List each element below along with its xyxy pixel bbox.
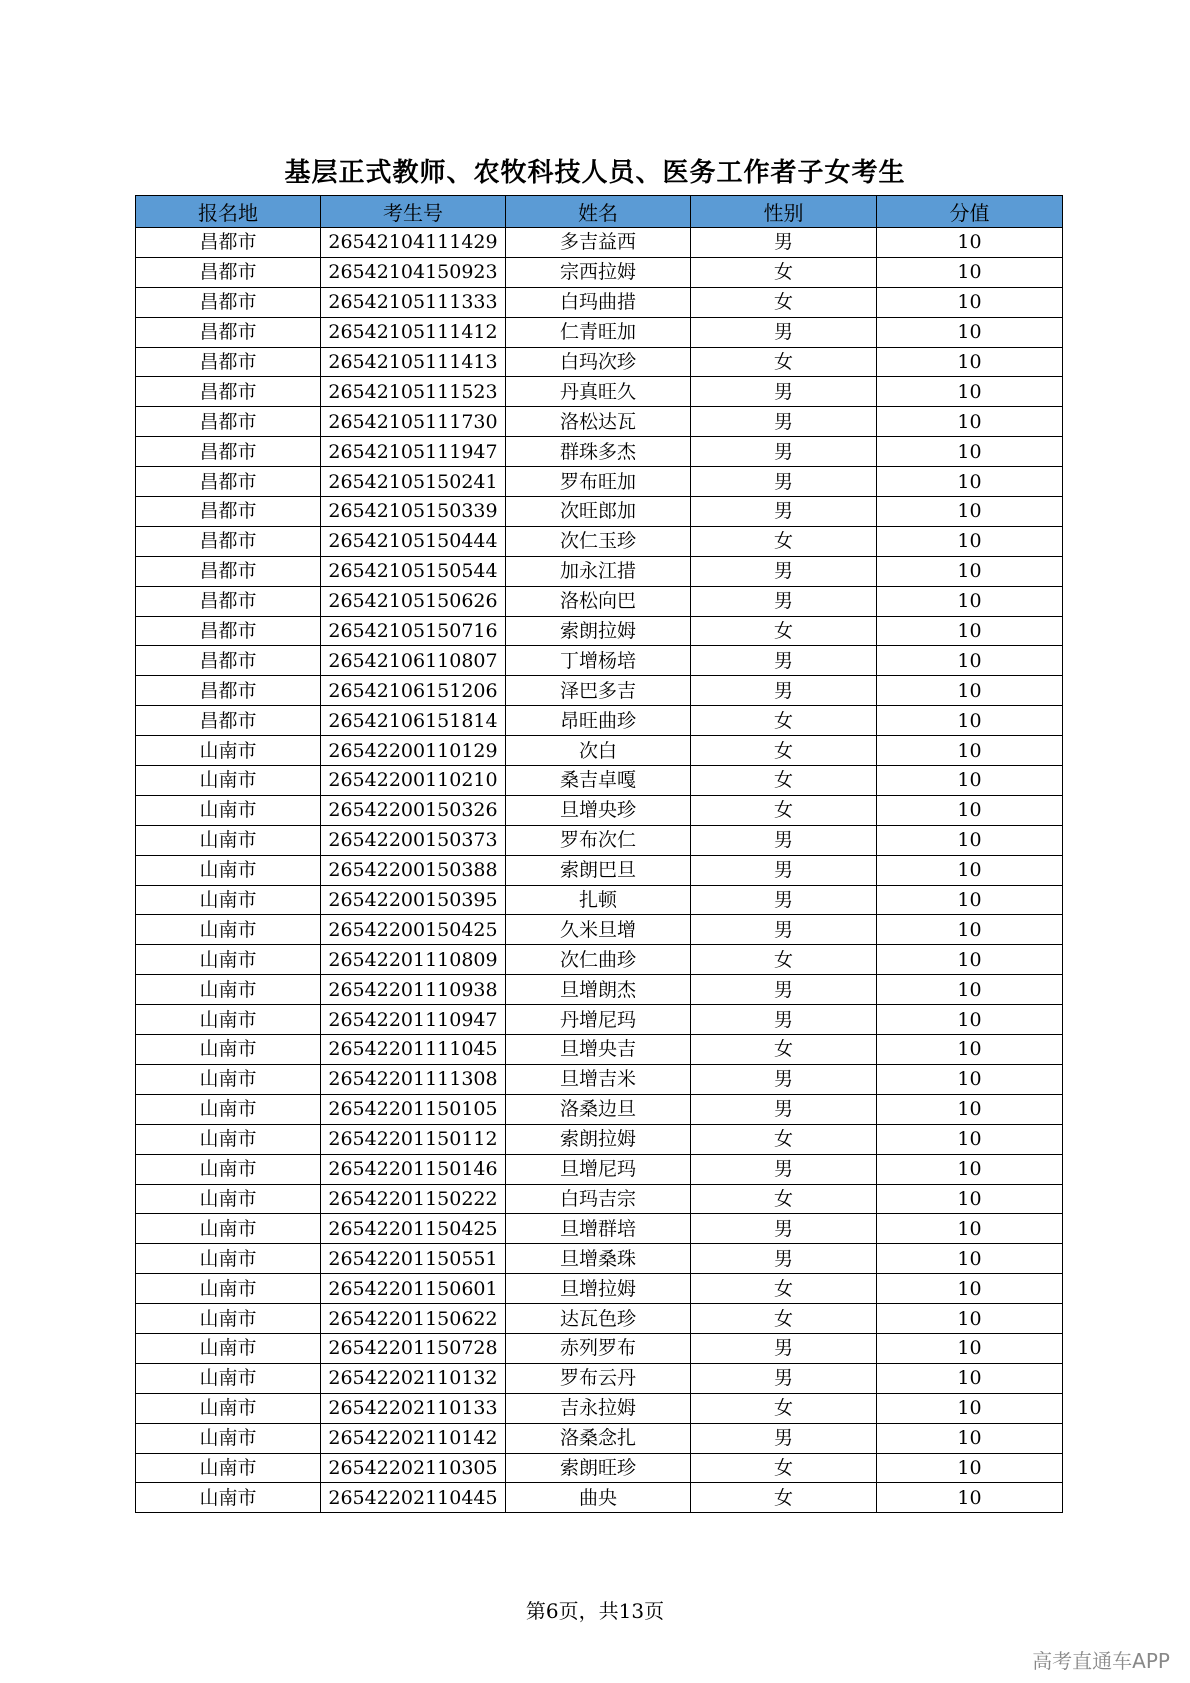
cell-gender: 男 xyxy=(691,407,877,437)
cell-gender: 女 xyxy=(691,1184,877,1214)
cell-region: 山南市 xyxy=(136,766,321,796)
cell-score: 10 xyxy=(877,497,1063,527)
cell-name: 曲央 xyxy=(506,1483,691,1513)
table-row xyxy=(136,885,1063,915)
cell-name: 洛松向巴 xyxy=(506,586,691,616)
table-row xyxy=(136,1094,1063,1124)
cell-name: 洛桑念扎 xyxy=(506,1423,691,1453)
cell-exam-number: 26542104150923 xyxy=(321,257,506,287)
cell-region: 山南市 xyxy=(136,1304,321,1334)
table-row xyxy=(136,616,1063,646)
cell-gender: 男 xyxy=(691,437,877,467)
table-row xyxy=(136,1005,1063,1035)
cell-exam-number: 26542105150444 xyxy=(321,526,506,556)
table-row xyxy=(136,257,1063,287)
cell-score: 10 xyxy=(877,257,1063,287)
cell-region: 昌都市 xyxy=(136,706,321,736)
cell-region: 山南市 xyxy=(136,1244,321,1274)
cell-exam-number: 26542201150601 xyxy=(321,1274,506,1304)
cell-exam-number: 26542201110938 xyxy=(321,975,506,1005)
cell-region: 山南市 xyxy=(136,736,321,766)
table-row xyxy=(136,915,1063,945)
cell-gender: 男 xyxy=(691,1244,877,1274)
cell-gender: 男 xyxy=(691,1423,877,1453)
cell-score: 10 xyxy=(877,228,1063,258)
cell-region: 昌都市 xyxy=(136,377,321,407)
cell-name: 旦增群培 xyxy=(506,1214,691,1244)
cell-exam-number: 26542105111412 xyxy=(321,317,506,347)
cell-exam-number: 26542105150626 xyxy=(321,586,506,616)
cell-name: 桑吉卓嘎 xyxy=(506,766,691,796)
cell-gender: 女 xyxy=(691,766,877,796)
cell-exam-number: 26542201150551 xyxy=(321,1244,506,1274)
cell-score: 10 xyxy=(877,975,1063,1005)
cell-gender: 女 xyxy=(691,1274,877,1304)
cell-gender: 男 xyxy=(691,1214,877,1244)
column-header-gender: 性别 xyxy=(691,196,877,228)
cell-score: 10 xyxy=(877,1184,1063,1214)
cell-score: 10 xyxy=(877,1393,1063,1423)
cell-exam-number: 26542201150222 xyxy=(321,1184,506,1214)
cell-gender: 男 xyxy=(691,646,877,676)
cell-score: 10 xyxy=(877,317,1063,347)
table-row xyxy=(136,1333,1063,1363)
cell-exam-number: 26542104111429 xyxy=(321,228,506,258)
column-header-name: 姓名 xyxy=(506,196,691,228)
table-row xyxy=(136,1124,1063,1154)
cell-gender: 男 xyxy=(691,1333,877,1363)
cell-exam-number: 26542106151206 xyxy=(321,676,506,706)
cell-name: 旦增央珍 xyxy=(506,795,691,825)
cell-gender: 男 xyxy=(691,377,877,407)
cell-name: 泽巴多吉 xyxy=(506,676,691,706)
cell-exam-number: 26542202110133 xyxy=(321,1393,506,1423)
cell-exam-number: 26542202110132 xyxy=(321,1363,506,1393)
cell-score: 10 xyxy=(877,1214,1063,1244)
cell-exam-number: 26542201110947 xyxy=(321,1005,506,1035)
cell-exam-number: 26542200150326 xyxy=(321,795,506,825)
cell-exam-number: 26542105150339 xyxy=(321,497,506,527)
cell-score: 10 xyxy=(877,1274,1063,1304)
cell-score: 10 xyxy=(877,287,1063,317)
cell-exam-number: 26542105150544 xyxy=(321,556,506,586)
cell-name: 丁增杨培 xyxy=(506,646,691,676)
cell-gender: 男 xyxy=(691,855,877,885)
cell-name: 次仁玉珍 xyxy=(506,526,691,556)
cell-region: 昌都市 xyxy=(136,676,321,706)
cell-region: 山南市 xyxy=(136,975,321,1005)
cell-name: 丹真旺久 xyxy=(506,377,691,407)
cell-score: 10 xyxy=(877,1453,1063,1483)
cell-exam-number: 26542105111413 xyxy=(321,347,506,377)
cell-region: 山南市 xyxy=(136,1124,321,1154)
cell-score: 10 xyxy=(877,1005,1063,1035)
cell-name: 索朗拉姆 xyxy=(506,616,691,646)
cell-region: 昌都市 xyxy=(136,287,321,317)
cell-gender: 男 xyxy=(691,586,877,616)
cell-region: 山南市 xyxy=(136,885,321,915)
cell-region: 山南市 xyxy=(136,1214,321,1244)
table-row xyxy=(136,228,1063,258)
table-row xyxy=(136,1483,1063,1513)
cell-name: 赤列罗布 xyxy=(506,1333,691,1363)
cell-exam-number: 26542201150112 xyxy=(321,1124,506,1154)
cell-region: 山南市 xyxy=(136,1184,321,1214)
cell-gender: 女 xyxy=(691,616,877,646)
cell-gender: 男 xyxy=(691,1154,877,1184)
cell-name: 索朗旺珍 xyxy=(506,1453,691,1483)
cell-gender: 男 xyxy=(691,317,877,347)
cell-region: 山南市 xyxy=(136,1154,321,1184)
table-row xyxy=(136,855,1063,885)
table-row xyxy=(136,437,1063,467)
cell-name: 旦增吉米 xyxy=(506,1064,691,1094)
page-number: 第6页，共13页 xyxy=(525,1599,665,1623)
cell-region: 昌都市 xyxy=(136,497,321,527)
cell-region: 昌都市 xyxy=(136,616,321,646)
table-row xyxy=(136,1274,1063,1304)
cell-gender: 男 xyxy=(691,1064,877,1094)
cell-region: 山南市 xyxy=(136,1453,321,1483)
watermark: 高考直通车APP xyxy=(1032,1649,1170,1673)
cell-gender: 女 xyxy=(691,1304,877,1334)
cell-score: 10 xyxy=(877,556,1063,586)
cell-gender: 男 xyxy=(691,1005,877,1035)
column-header-exam-number: 考生号 xyxy=(321,196,506,228)
cell-name: 次旺郎加 xyxy=(506,497,691,527)
cell-name: 昂旺曲珍 xyxy=(506,706,691,736)
cell-exam-number: 26542201150105 xyxy=(321,1094,506,1124)
cell-score: 10 xyxy=(877,855,1063,885)
cell-exam-number: 26542106110807 xyxy=(321,646,506,676)
cell-gender: 女 xyxy=(691,1124,877,1154)
cell-score: 10 xyxy=(877,1064,1063,1094)
cell-region: 昌都市 xyxy=(136,556,321,586)
cell-exam-number: 26542105111333 xyxy=(321,287,506,317)
cell-gender: 女 xyxy=(691,1393,877,1423)
cell-score: 10 xyxy=(877,616,1063,646)
table-row xyxy=(136,945,1063,975)
column-header-region: 报名地 xyxy=(136,196,321,228)
cell-score: 10 xyxy=(877,347,1063,377)
table-row xyxy=(136,766,1063,796)
cell-name: 达瓦色珍 xyxy=(506,1304,691,1334)
cell-region: 山南市 xyxy=(136,795,321,825)
cell-gender: 女 xyxy=(691,1483,877,1513)
table-row xyxy=(136,1214,1063,1244)
cell-gender: 男 xyxy=(691,497,877,527)
table-row xyxy=(136,407,1063,437)
cell-gender: 男 xyxy=(691,467,877,497)
cell-score: 10 xyxy=(877,467,1063,497)
cell-name: 群珠多杰 xyxy=(506,437,691,467)
cell-region: 山南市 xyxy=(136,855,321,885)
cell-score: 10 xyxy=(877,1244,1063,1274)
cell-name: 白玛曲措 xyxy=(506,287,691,317)
table-row xyxy=(136,526,1063,556)
cell-gender: 男 xyxy=(691,825,877,855)
table-row xyxy=(136,975,1063,1005)
cell-gender: 男 xyxy=(691,885,877,915)
cell-gender: 男 xyxy=(691,676,877,706)
cell-exam-number: 26542201150728 xyxy=(321,1333,506,1363)
cell-gender: 女 xyxy=(691,1035,877,1065)
cell-region: 山南市 xyxy=(136,1094,321,1124)
cell-exam-number: 26542202110142 xyxy=(321,1423,506,1453)
table-row xyxy=(136,1393,1063,1423)
column-header-score: 分值 xyxy=(877,196,1063,228)
cell-gender: 男 xyxy=(691,228,877,258)
cell-region: 昌都市 xyxy=(136,646,321,676)
cell-gender: 女 xyxy=(691,1453,877,1483)
cell-region: 山南市 xyxy=(136,945,321,975)
cell-gender: 女 xyxy=(691,257,877,287)
cell-name: 罗布旺加 xyxy=(506,467,691,497)
cell-exam-number: 26542202110305 xyxy=(321,1453,506,1483)
cell-score: 10 xyxy=(877,407,1063,437)
cell-region: 山南市 xyxy=(136,1064,321,1094)
table-row xyxy=(136,467,1063,497)
cell-name: 多吉益西 xyxy=(506,228,691,258)
table-row xyxy=(136,676,1063,706)
cell-region: 山南市 xyxy=(136,825,321,855)
cell-region: 昌都市 xyxy=(136,467,321,497)
cell-name: 白玛吉宗 xyxy=(506,1184,691,1214)
cell-region: 昌都市 xyxy=(136,586,321,616)
cell-name: 索朗拉姆 xyxy=(506,1124,691,1154)
cell-score: 10 xyxy=(877,1124,1063,1154)
cell-region: 昌都市 xyxy=(136,437,321,467)
cell-gender: 男 xyxy=(691,1363,877,1393)
table-row xyxy=(136,736,1063,766)
cell-exam-number: 26542105111523 xyxy=(321,377,506,407)
table-row xyxy=(136,795,1063,825)
cell-exam-number: 26542200150425 xyxy=(321,915,506,945)
cell-score: 10 xyxy=(877,766,1063,796)
cell-name: 宗西拉姆 xyxy=(506,257,691,287)
cell-region: 山南市 xyxy=(136,1035,321,1065)
cell-name: 旦增拉姆 xyxy=(506,1274,691,1304)
cell-gender: 男 xyxy=(691,556,877,586)
cell-score: 10 xyxy=(877,526,1063,556)
cell-gender: 女 xyxy=(691,347,877,377)
table-row xyxy=(136,1064,1063,1094)
cell-name: 扎顿 xyxy=(506,885,691,915)
table-row xyxy=(136,1304,1063,1334)
cell-score: 10 xyxy=(877,1363,1063,1393)
table-row xyxy=(136,497,1063,527)
cell-score: 10 xyxy=(877,377,1063,407)
cell-exam-number: 26542200150395 xyxy=(321,885,506,915)
cell-gender: 女 xyxy=(691,945,877,975)
table-row xyxy=(136,646,1063,676)
cell-region: 昌都市 xyxy=(136,347,321,377)
cell-region: 山南市 xyxy=(136,1483,321,1513)
cell-score: 10 xyxy=(877,706,1063,736)
cell-score: 10 xyxy=(877,1304,1063,1334)
cell-score: 10 xyxy=(877,945,1063,975)
cell-score: 10 xyxy=(877,646,1063,676)
cell-exam-number: 26542201111045 xyxy=(321,1035,506,1065)
cell-name: 洛松达瓦 xyxy=(506,407,691,437)
cell-name: 加永江措 xyxy=(506,556,691,586)
cell-score: 10 xyxy=(877,915,1063,945)
table-row xyxy=(136,706,1063,736)
table-row xyxy=(136,1184,1063,1214)
cell-exam-number: 26542202110445 xyxy=(321,1483,506,1513)
cell-score: 10 xyxy=(877,795,1063,825)
cell-exam-number: 26542200110210 xyxy=(321,766,506,796)
cell-score: 10 xyxy=(877,1333,1063,1363)
cell-exam-number: 26542200150373 xyxy=(321,825,506,855)
table-row xyxy=(136,287,1063,317)
cell-score: 10 xyxy=(877,1094,1063,1124)
page-title: 基层正式教师、农牧科技人员、医务工作者子女考生 xyxy=(284,158,906,188)
cell-region: 昌都市 xyxy=(136,228,321,258)
cell-exam-number: 26542200110129 xyxy=(321,736,506,766)
cell-score: 10 xyxy=(877,1035,1063,1065)
cell-exam-number: 26542200150388 xyxy=(321,855,506,885)
cell-name: 丹增尼玛 xyxy=(506,1005,691,1035)
table-row xyxy=(136,1453,1063,1483)
cell-region: 昌都市 xyxy=(136,526,321,556)
cell-region: 山南市 xyxy=(136,1274,321,1304)
cell-score: 10 xyxy=(877,736,1063,766)
cell-exam-number: 26542105150241 xyxy=(321,467,506,497)
cell-name: 久米旦增 xyxy=(506,915,691,945)
cell-region: 昌都市 xyxy=(136,317,321,347)
cell-name: 白玛次珍 xyxy=(506,347,691,377)
table-row xyxy=(136,586,1063,616)
cell-gender: 男 xyxy=(691,1094,877,1124)
cell-score: 10 xyxy=(877,1154,1063,1184)
table-body xyxy=(136,228,1063,1513)
cell-region: 昌都市 xyxy=(136,407,321,437)
table-row xyxy=(136,317,1063,347)
cell-gender: 男 xyxy=(691,915,877,945)
table-row xyxy=(136,1363,1063,1393)
table-row xyxy=(136,347,1063,377)
cell-gender: 女 xyxy=(691,287,877,317)
cell-gender: 女 xyxy=(691,736,877,766)
cell-gender: 男 xyxy=(691,975,877,1005)
cell-name: 旦增央吉 xyxy=(506,1035,691,1065)
candidate-table xyxy=(135,195,1063,1513)
cell-exam-number: 26542201150146 xyxy=(321,1154,506,1184)
cell-name: 次白 xyxy=(506,736,691,766)
cell-score: 10 xyxy=(877,825,1063,855)
cell-name: 旦增桑珠 xyxy=(506,1244,691,1274)
table-row xyxy=(136,1154,1063,1184)
cell-exam-number: 26542105111947 xyxy=(321,437,506,467)
cell-name: 仁青旺加 xyxy=(506,317,691,347)
cell-exam-number: 26542105150716 xyxy=(321,616,506,646)
table-row xyxy=(136,1244,1063,1274)
cell-exam-number: 26542201111308 xyxy=(321,1064,506,1094)
cell-score: 10 xyxy=(877,885,1063,915)
cell-region: 昌都市 xyxy=(136,257,321,287)
cell-region: 山南市 xyxy=(136,915,321,945)
cell-score: 10 xyxy=(877,1483,1063,1513)
cell-name: 洛桑边旦 xyxy=(506,1094,691,1124)
cell-region: 山南市 xyxy=(136,1005,321,1035)
table-row xyxy=(136,825,1063,855)
cell-gender: 女 xyxy=(691,706,877,736)
cell-name: 旦增尼玛 xyxy=(506,1154,691,1184)
table-row xyxy=(136,377,1063,407)
cell-region: 山南市 xyxy=(136,1333,321,1363)
cell-name: 罗布次仁 xyxy=(506,825,691,855)
cell-name: 吉永拉姆 xyxy=(506,1393,691,1423)
cell-name: 索朗巴旦 xyxy=(506,855,691,885)
cell-score: 10 xyxy=(877,586,1063,616)
table-header-row xyxy=(136,196,1063,228)
cell-score: 10 xyxy=(877,437,1063,467)
cell-score: 10 xyxy=(877,1423,1063,1453)
table-row xyxy=(136,1423,1063,1453)
cell-score: 10 xyxy=(877,676,1063,706)
cell-exam-number: 26542201150425 xyxy=(321,1214,506,1244)
cell-gender: 女 xyxy=(691,795,877,825)
cell-gender: 女 xyxy=(691,526,877,556)
cell-exam-number: 26542201150622 xyxy=(321,1304,506,1334)
table-row xyxy=(136,1035,1063,1065)
cell-region: 山南市 xyxy=(136,1423,321,1453)
cell-exam-number: 26542105111730 xyxy=(321,407,506,437)
cell-exam-number: 26542201110809 xyxy=(321,945,506,975)
cell-name: 罗布云丹 xyxy=(506,1363,691,1393)
cell-name: 旦增朗杰 xyxy=(506,975,691,1005)
cell-name: 次仁曲珍 xyxy=(506,945,691,975)
cell-region: 山南市 xyxy=(136,1393,321,1423)
cell-region: 山南市 xyxy=(136,1363,321,1393)
cell-exam-number: 26542106151814 xyxy=(321,706,506,736)
table-row xyxy=(136,556,1063,586)
